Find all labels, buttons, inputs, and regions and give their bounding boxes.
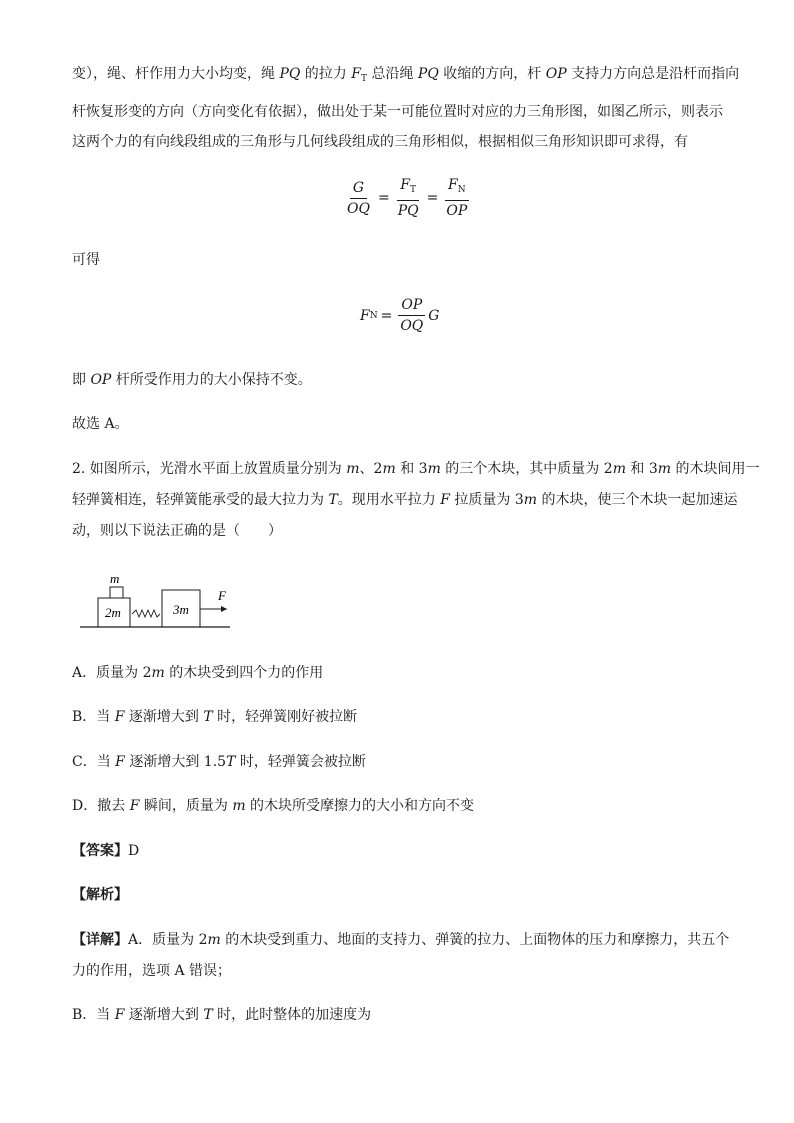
detail-label: 【详解】	[72, 932, 128, 948]
var-m: m	[657, 461, 672, 477]
conclusion-line	[72, 370, 312, 390]
text: 时，此时整体的加速度为	[212, 1007, 372, 1023]
text: 2. 如图所示，光滑水平面上放置质量分别为	[72, 461, 347, 477]
var-f: F	[351, 66, 361, 82]
q2-line1	[72, 459, 760, 479]
var-m: m	[207, 932, 221, 948]
text: 瞬间，质量为	[139, 798, 233, 814]
sub-t: T	[410, 185, 417, 195]
fraction-g-oq	[344, 179, 373, 218]
text: 时，轻弹簧会被拉断	[235, 754, 366, 770]
denominator: OQ	[400, 318, 424, 334]
text: 和	[395, 461, 419, 477]
text: 的木块，使三个木块一起加速运	[537, 492, 738, 508]
choose-line: 故选 A。	[72, 416, 129, 432]
para1-line1	[72, 64, 739, 89]
var-f: F	[114, 1007, 125, 1023]
q2-line2	[72, 490, 738, 510]
equals-sign: =	[426, 190, 439, 206]
label-f: F	[218, 588, 226, 603]
text: 杆所受作用力的大小保持不变。	[111, 372, 312, 388]
var-f: F	[448, 177, 458, 193]
var-m: m	[346, 461, 360, 477]
text: 轻弹簧相连，轻弹簧能承受的最大拉力为	[72, 492, 329, 508]
num: 2	[373, 461, 383, 477]
text: 总沿绳	[367, 66, 418, 82]
num: 2	[198, 932, 208, 948]
var-f: F	[400, 177, 410, 193]
option-c	[72, 752, 366, 772]
var-f: F	[440, 492, 450, 508]
text: 的木块所受摩擦力的大小和方向不变	[245, 798, 475, 814]
var-f: F	[115, 754, 125, 770]
text: 逐渐增大到 1.5	[124, 754, 227, 770]
var-op: OP	[545, 66, 567, 82]
option-a	[72, 663, 323, 683]
equals-sign: =	[377, 190, 390, 206]
text: 逐渐增大到	[124, 1007, 204, 1023]
label-3m: 3m	[173, 602, 189, 617]
var-f: F	[114, 709, 125, 725]
var-m: m	[612, 461, 626, 477]
text: 逐渐增大到	[124, 709, 204, 725]
text: 和	[625, 461, 649, 477]
answer-line	[72, 841, 139, 861]
denominator: OQ	[347, 200, 370, 217]
numerator	[397, 176, 419, 201]
var-m: m	[427, 461, 441, 477]
fraction-ft-pq	[395, 176, 422, 220]
text: 时，轻弹簧刚好被拉断	[212, 709, 358, 725]
text: B．当	[72, 1007, 115, 1023]
text: C．当	[72, 754, 116, 770]
num: 2	[603, 461, 613, 477]
answer-value: D	[128, 843, 140, 859]
text-kede: 可得	[72, 252, 100, 268]
num: 2	[142, 665, 152, 681]
fraction-op-oq	[397, 296, 426, 335]
text: A．质量为	[72, 665, 143, 681]
blocks-figure	[76, 570, 240, 632]
num: 3	[648, 461, 658, 477]
text: 支持力方向总是沿杆而指向	[566, 66, 740, 82]
var-pq: PQ	[417, 66, 439, 82]
numerator: OP	[398, 296, 425, 316]
para1-line2: 杆恢复形变的方向（方向变化有依据），做出处于某一可能位置时对应的力三角形图，如图乙所示，则表示	[72, 104, 723, 120]
q2-line3: 动，则以下说法正确的是（ ）	[72, 523, 282, 539]
numerator	[445, 176, 469, 201]
sub-n: N	[457, 185, 466, 195]
para1-line3: 这两个力的有向线段组成的三角形与几何线段组成的三角形相似，根据相似三角形知识即可求得，有	[72, 134, 688, 150]
var-m: m	[523, 492, 538, 508]
var-t: T	[328, 492, 338, 508]
sub-t: T	[360, 74, 367, 84]
detail-line1	[72, 930, 729, 950]
text: 的木块受到四个力的作用	[164, 665, 324, 681]
analysis-label: 【解析】	[72, 887, 128, 903]
text: 的木块受到重力、地面的支持力、弹簧的拉力、上面物体的压力和摩擦力，共五个	[220, 932, 730, 948]
denominator: PQ	[397, 203, 419, 219]
text: 收缩的方向，杆	[438, 66, 546, 82]
var-op: OP	[90, 372, 112, 388]
block-m	[110, 587, 123, 598]
text: 的三个木块，其中质量为	[440, 461, 604, 477]
var-f: F	[129, 798, 140, 814]
option-b	[72, 707, 357, 727]
equation-ratio	[342, 176, 472, 220]
var-t: T	[203, 709, 213, 725]
answer-label: 【答案】	[72, 843, 128, 859]
sub-n: N	[369, 310, 378, 321]
text: 的拉力	[300, 66, 352, 82]
detail-line3	[72, 1005, 371, 1025]
text: D．撤去	[72, 798, 130, 814]
var-pq: PQ	[279, 66, 301, 82]
text: A．质量为	[128, 932, 199, 948]
spring	[132, 610, 160, 617]
var-g: G	[428, 307, 440, 324]
detail-line2: 力的作用，选项 A 错误；	[72, 963, 232, 979]
force-arrow-icon	[221, 606, 227, 612]
text: 、	[359, 461, 374, 477]
numerator: G	[350, 179, 367, 199]
label-m: m	[110, 571, 120, 586]
denominator: OP	[446, 203, 468, 219]
fraction-fn-op	[443, 176, 470, 220]
var-m: m	[232, 798, 246, 814]
text: 。现用水平拉力	[337, 492, 441, 508]
num: 3	[514, 492, 524, 508]
equation-fn	[360, 296, 439, 335]
text: B．当	[72, 709, 115, 725]
var-m: m	[151, 665, 165, 681]
var-m: m	[382, 461, 396, 477]
var-t: T	[226, 754, 236, 770]
text: 变），绳、杆作用力大小均变，绳	[72, 66, 280, 82]
text: 的木块间用一	[671, 461, 760, 477]
option-d	[72, 796, 474, 816]
text: 即	[72, 372, 91, 388]
num: 3	[418, 461, 428, 477]
equals-sign: =	[380, 307, 393, 324]
var-f: F	[360, 307, 370, 324]
var-t: T	[203, 1007, 213, 1023]
text: 拉质量为	[449, 492, 515, 508]
label-2m: 2m	[105, 605, 121, 620]
